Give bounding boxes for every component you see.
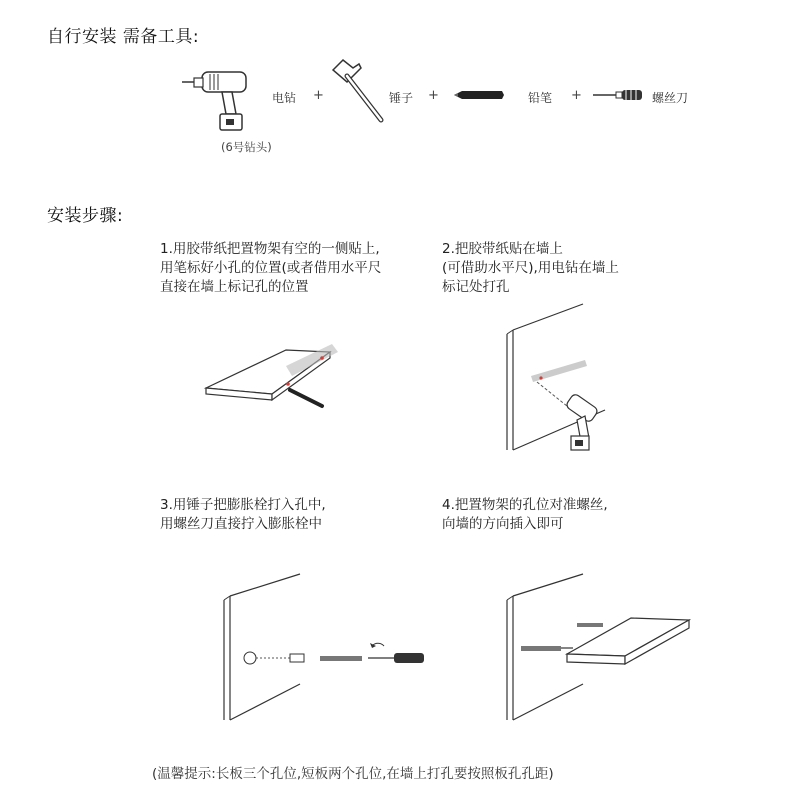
plus-sign: + bbox=[428, 88, 439, 103]
step-3-text bbox=[160, 496, 326, 534]
step-text-line: 用笔标好小孔的位置(或者借用水平尺 bbox=[160, 260, 382, 276]
tools-row bbox=[0, 0, 800, 170]
screwdriver-icon bbox=[592, 89, 646, 101]
step-text-line: 直接在墙上标记孔的位置 bbox=[160, 279, 309, 295]
step-2-text bbox=[442, 240, 619, 297]
plus-sign: + bbox=[313, 88, 324, 103]
step-3-illustration bbox=[222, 572, 432, 722]
step-text-line: 4.把置物架的孔位对准螺丝, bbox=[442, 497, 608, 513]
step-text-line: 2.把胶带纸贴在墙上 bbox=[442, 241, 563, 257]
step-text-line: 用螺丝刀直接拧入膨胀栓中 bbox=[160, 516, 322, 532]
drill-icon bbox=[180, 68, 260, 134]
step-4-text bbox=[442, 496, 608, 534]
tool-label-screwdriver: 螺丝刀 bbox=[652, 91, 689, 105]
steps-heading: 安装步骤: bbox=[47, 206, 124, 226]
tool-label-drill: 电钻 bbox=[272, 91, 297, 105]
step-1-text bbox=[160, 240, 381, 297]
step-text-line: (可借助水平尺),用电钻在墙上 bbox=[442, 260, 619, 276]
drill-bit-note: (6号钻头) bbox=[221, 140, 272, 154]
hammer-icon bbox=[325, 58, 385, 124]
step-1-illustration bbox=[200, 338, 340, 418]
step-text-line: 1.用胶带纸把置物架有空的一侧贴上, bbox=[160, 241, 380, 257]
step-text-line: 标记处打孔 bbox=[442, 279, 510, 295]
plus-sign: + bbox=[571, 88, 582, 103]
step-2-illustration bbox=[505, 300, 615, 456]
installation-tip: (温馨提示:长板三个孔位,短板两个孔位,在墙上打孔要按照板孔孔距) bbox=[152, 766, 554, 782]
tools-heading: 自行安装 需备工具: bbox=[47, 27, 200, 47]
pencil-icon bbox=[452, 90, 506, 100]
step-4-illustration bbox=[505, 572, 695, 722]
tool-label-hammer: 锤子 bbox=[389, 91, 414, 105]
tool-label-pencil: 铅笔 bbox=[528, 91, 553, 105]
step-text-line: 向墙的方向插入即可 bbox=[442, 516, 564, 532]
step-text-line: 3.用锤子把膨胀栓打入孔中, bbox=[160, 497, 326, 513]
